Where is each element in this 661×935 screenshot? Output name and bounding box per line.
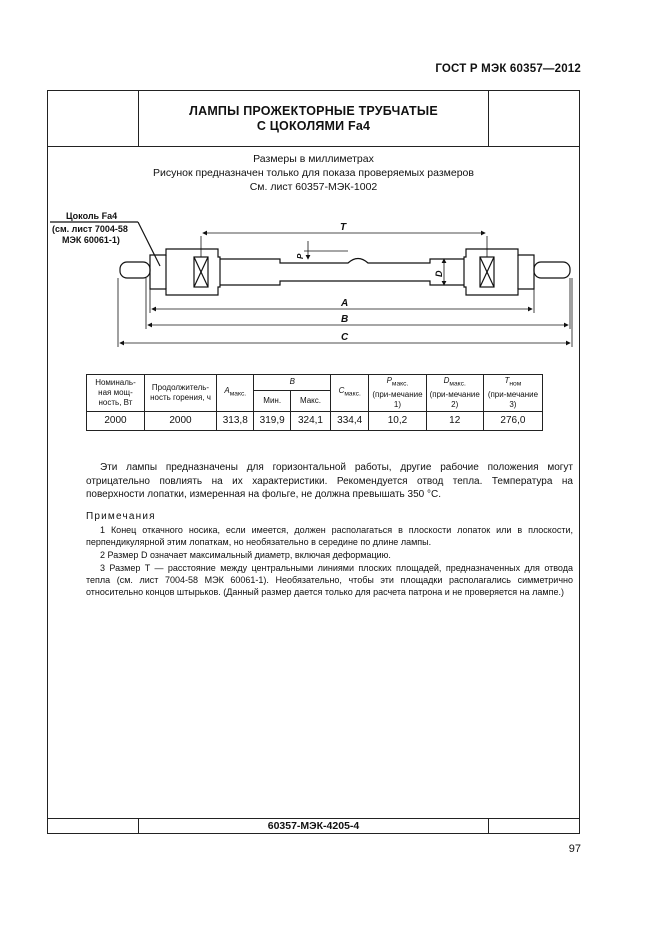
- caption-purpose: Рисунок предназначен только для показа проверяемых размеров: [153, 167, 474, 179]
- notes-heading: Примечания: [86, 511, 156, 522]
- sheet-id: 60357-МЭК-4205-4: [138, 819, 489, 833]
- lamp-drawing: [48, 91, 581, 371]
- cell-power: 2000: [87, 411, 145, 430]
- th-D: $D_{макс.}$ (при-мечание 2): [426, 375, 483, 412]
- note-3: 3 Размер T — расстояние между центральными линиями плоских площадей, предназначенных для отвода тепла (см. лист 7004-58 МЭК 60061-1). Необязательно, чтобы эти площадки располагались симметрично относительно концов штырьков. (Данный размер дается только для расчета патрона и не проверяется на лампе.): [86, 563, 573, 597]
- cell-P: 10,2: [369, 411, 426, 430]
- tube-top: [220, 259, 464, 264]
- th-P: $P_{макс.}$ (при-мечание 1): [369, 375, 426, 412]
- th-A: $A_{макс.}$: [217, 375, 254, 412]
- cell-D: 12: [426, 411, 483, 430]
- body-paragraph: Эти лампы предназначены для горизонтальной работы, другие рабочие положения могут отрицательно повлиять на их характеристики. Рекомендуется отвод тепла. Температура на поверхности лопатки, измеренная на фольге, не должна превышать 350 °С.: [86, 462, 573, 500]
- cell-B-max: 324,1: [290, 411, 330, 430]
- table-row: [87, 411, 543, 430]
- base-label-3: МЭК 60061-1): [62, 235, 120, 245]
- sheet-frame: [47, 90, 580, 834]
- th-C: $C_{макс.}$: [331, 375, 369, 412]
- title-line-2: С ЦОКОЛЯМИ Fa4: [256, 118, 371, 133]
- cell-B-min: 319,9: [254, 411, 290, 430]
- left-pin: [120, 262, 150, 278]
- th-B-min: Мин.: [254, 390, 290, 411]
- th-life: Продолжитель-ность горения, ч: [144, 375, 216, 412]
- th-B: B: [254, 375, 331, 391]
- note-2: 2 Размер D означает максимальный диаметр, включая деформацию.: [100, 550, 391, 560]
- dim-B-label: B: [341, 314, 349, 325]
- cell-C: 334,4: [331, 411, 369, 430]
- cell-A: 313,8: [217, 411, 254, 430]
- left-base: [150, 249, 220, 295]
- base-label-leader: [138, 222, 160, 266]
- page-number: 97: [568, 843, 581, 855]
- footer-block: [48, 818, 579, 833]
- note-1: 1 Конец откачного носика, если имеется, должен располагаться в плоскости лопаток или в плоскости, перпендикулярной этим лопаткам, но необязательно в середине по длине лампы.: [86, 525, 573, 547]
- dim-T-label: T: [340, 222, 347, 233]
- cell-T: 276,0: [483, 411, 542, 430]
- dim-A-label: A: [341, 298, 349, 309]
- dim-C-label: C: [341, 332, 349, 343]
- caption-sheet-ref: См. лист 60357-МЭК-1002: [249, 181, 378, 193]
- right-pin: [534, 262, 570, 278]
- dim-P-label: P: [296, 253, 305, 259]
- standard-number: ГОСТ Р МЭК 60357—2012: [435, 63, 581, 75]
- cell-life: 2000: [144, 411, 216, 430]
- th-power: Номиналь-ная мощ-ность, Вт: [87, 375, 145, 412]
- dim-D-label: D: [434, 270, 444, 277]
- th-T: $T_{ном}$ (при-мечание 3): [483, 375, 542, 412]
- specs-table: [86, 374, 543, 431]
- th-B-max: Макс.: [290, 390, 330, 411]
- right-base: [464, 249, 534, 295]
- title-line-1: ЛАМПЫ ПРОЖЕКТОРНЫЕ ТРУБЧАТЫЕ: [189, 103, 438, 118]
- caption-units: Размеры в миллиметрах: [253, 153, 374, 165]
- tube-bottom: [220, 281, 464, 285]
- base-label-1: Цоколь Fa4: [66, 211, 118, 221]
- base-label-2: (см. лист 7004-58: [52, 224, 128, 234]
